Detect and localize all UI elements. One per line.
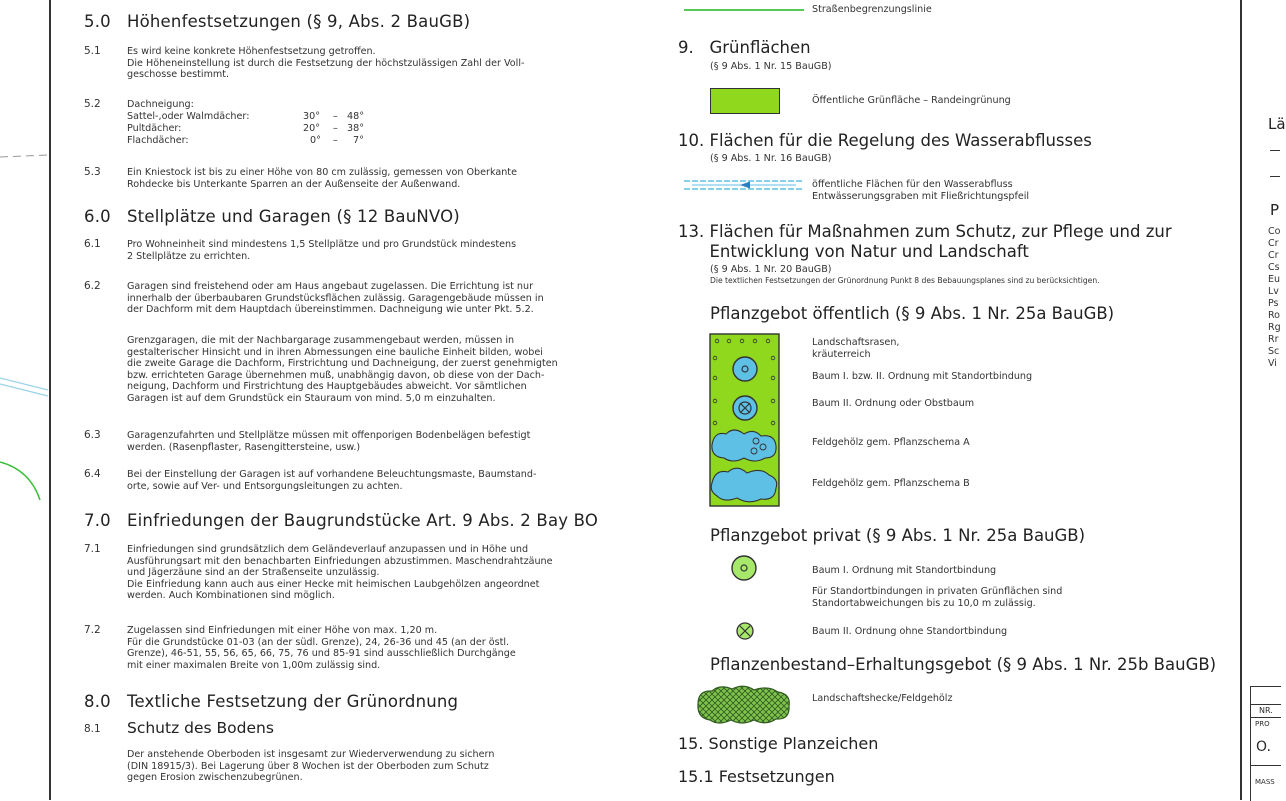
tree-order-1-icon: [733, 357, 757, 381]
roof-from: 0°: [310, 135, 321, 146]
section-9-sub: (§ 9 Abs. 1 Nr. 15 BauGB): [710, 61, 832, 72]
section-13-sub: (§ 9 Abs. 1 Nr. 20 BauGB): [710, 264, 832, 275]
title-block-pro: PRO: [1255, 720, 1270, 728]
species-abbrev: Lv: [1268, 286, 1279, 297]
section-7-0-number: 7.0: [84, 511, 111, 530]
species-abbrev: Rg: [1268, 322, 1281, 333]
section-7-1-number: 7.1: [84, 543, 101, 555]
roof-dash: –: [333, 111, 338, 122]
public-planting-item-tree-1: Baum I. bzw. II. Ordnung mit Standortbindung: [812, 371, 1033, 382]
species-abbrev: Eu: [1268, 274, 1281, 285]
roof-from: 30°: [303, 111, 321, 122]
section-5-1-text: Es wird keine konkrete Höhenfestsetzung getroffen. Die Höheneinstellung ist durch die Festsetzung der höchstzulässigen Zahl der Voll- geschosse bestimmt.: [127, 46, 525, 81]
left-frame-line: [49, 0, 51, 800]
shrub-group-b-icon: [711, 468, 777, 502]
section-6-2-text: Garagen sind freistehend oder am Haus angebaut zugelassen. Die Errichtung ist nur innerhalb der überbaubaren Grundstücksflächen zulässig. Garagengebäude müssen in der Dachform mit dem Hauptdach übereinstimmen. Dachneigung wie unter Pkt. 5.2.: [127, 281, 544, 316]
public-green-label: Öffentliche Grünfläche – Randeingrünung: [812, 95, 1011, 106]
section-6-2-number: 6.2: [84, 280, 101, 292]
roof-from: 20°: [303, 123, 321, 134]
species-abbrev: Rr: [1268, 334, 1279, 345]
section-5-3-text: Ein Kniestock ist bis zu einer Höhe von 80 cm zulässig, gemessen von Oberkante Rohdecke bis Unterkante Sparren an der Außenseite der Außenwand.: [127, 167, 517, 190]
water-ditch-label: öffentliche Flächen für den Wasserabfluss Entwässerungsgraben mit Fließrichtungspfeil: [812, 179, 1030, 202]
section-5-0-number: 5.0: [84, 12, 111, 31]
section-6-0-title: Stellplätze und Garagen (§ 12 BauNVO): [127, 207, 460, 226]
roof-type: Flachdächer:: [127, 135, 189, 146]
left-map-fragment: [0, 0, 60, 800]
section-6-1-number: 6.1: [84, 238, 101, 250]
roof-to: 48°: [347, 111, 365, 122]
private-tree-order-2-icon: [734, 620, 756, 642]
section-5-3-number: 5.3: [84, 166, 101, 178]
section-8-1-title: Schutz des Bodens: [127, 719, 274, 737]
street-line-label: Straßenbegrenzungslinie: [812, 4, 932, 15]
section-5-2-number: 5.2: [84, 98, 101, 110]
section-5-1-number: 5.1: [84, 45, 101, 57]
section-15-title: 15. Sonstige Planzeichen: [678, 734, 879, 753]
section-8-0-number: 8.0: [84, 692, 111, 711]
species-abbrev: Ps: [1268, 298, 1279, 309]
planting-existing-title: Pflanzenbestand–Erhaltungsgebot (§ 9 Abs. 1 Nr. 25b BauGB): [710, 655, 1217, 674]
roof-type: Pultdächer:: [127, 123, 182, 134]
roof-to: 38°: [347, 123, 365, 134]
public-planting-item-tree-2: Baum II. Ordnung oder Obstbaum: [812, 398, 975, 409]
cutoff-line-2: [1270, 176, 1280, 177]
section-8-1-number: 8.1: [84, 723, 101, 735]
section-6-4-text: Bei der Einstellung der Garagen ist auf vorhandene Beleuchtungsmaste, Baumstand- orte, sowie auf Ver- und Entsorgungsleitungen zu achten.: [127, 469, 537, 492]
public-planting-item-shrub-a: Feldgehölz gem. Pflanzschema A: [812, 437, 970, 448]
water-ditch-symbol: [684, 178, 806, 192]
species-abbrev: Cs: [1268, 262, 1280, 273]
tree-order-2-icon: [733, 396, 757, 420]
roof-type: Sattel-,oder Walmdächer:: [127, 111, 250, 122]
section-15-1-title: 15.1 Festsetzungen: [678, 767, 835, 786]
private-planting-item-1-note: Für Standortbindungen in privaten Grünflächen sind Standortabweichungen bis zu 10,0 m zulässig.: [812, 586, 1063, 609]
section-5-0-title: Höhenfestsetzungen (§ 9, Abs. 2 BauGB): [127, 12, 471, 31]
section-6-1-text: Pro Wohneinheit sind mindestens 1,5 Stellplätze und pro Grundstück mindestens 2 Stellplätze zu errichten.: [127, 239, 517, 262]
section-7-2-text: Zugelassen sind Einfriedungen mit einer Höhe von max. 1,20 m. Für die Grundstücke 01-03 (an der südl. Grenze), 24, 26-36 und 45 (an der östl. Grenze), 46-51, 55, 56, 65, 66, 75, 76 und 85-91 sind ausschließlich Durchgänge mit einer maximalen Breite von 1,00m zulässig sind.: [127, 625, 516, 671]
section-5-2-label: Dachneigung:: [127, 99, 194, 110]
section-10-sub: (§ 9 Abs. 1 Nr. 16 BauGB): [710, 153, 832, 164]
species-abbrev: Vi: [1268, 358, 1277, 369]
title-block-mass: MASS: [1255, 778, 1275, 786]
section-7-1-text: Einfriedungen sind grundsätzlich dem Geländeverlauf anzupassen und in Höhe und Ausführungsart mit den benachbarten Einfriedungen abzustimmen. Maschendrahtzäune und Jägerzäune sind an der Straßenseite unzulässig. Die Einfriedung kann auch aus einer Hecke mit heimischen Laubgehölzen angeordnet werden. Auch Kombinationen sind möglich.: [127, 544, 553, 602]
section-6-2-text-2: Grenzgaragen, die mit der Nachbargarage zusammengebaut werden, müssen in gestalterischer Hinsicht und in ihren Abmessungen eine bauliche Einheit bilden, wobei die zweite Garage die Dachform, Firstrichtung und Dachneigung, der zuerst genehmigten bzw. errichteten Garage übernehmen muß, unabhängig davon, ob diese von der Dach- neigung, Dachform und Firstrichtung des Hauptgebäudes abweicht. Vor sämtlichen Garagen ist auf dem Grundstück ein Stauraum von mind. 5,0 m einzuhalten.: [127, 335, 558, 404]
planting-private-title: Pflanzgebot privat (§ 9 Abs. 1 Nr. 25a BauGB): [710, 526, 1086, 545]
section-8-0-title: Textliche Festsetzung der Grünordnung: [127, 692, 459, 711]
roof-to: 7°: [353, 135, 364, 146]
street-line-symbol: [684, 4, 806, 16]
species-abbrev: Cr: [1268, 250, 1279, 261]
planting-public-title: Pflanzgebot öffentlich (§ 9 Abs. 1 Nr. 25a BauGB): [710, 304, 1115, 323]
section-7-0-title: Einfriedungen der Baugrundstücke Art. 9 Abs. 2 Bay BO: [127, 511, 599, 530]
roof-dash: –: [333, 135, 338, 146]
private-tree-order-1-icon: [729, 554, 759, 582]
private-planting-item-1: Baum I. Ordnung mit Standortbindung: [812, 565, 997, 576]
section-6-0-number: 6.0: [84, 207, 111, 226]
species-abbrev: Ro: [1268, 310, 1280, 321]
title-block: [1250, 686, 1281, 801]
title-block-nr: NR.: [1259, 706, 1273, 715]
hedge-label: Landschaftshecke/Feldgehölz: [812, 693, 953, 704]
section-7-2-number: 7.2: [84, 624, 101, 636]
cutoff-heading-1: Lä: [1268, 115, 1286, 133]
public-green-symbol: [710, 88, 780, 114]
section-8-1-text: Der anstehende Oberboden ist insgesamt zur Wiederverwendung zu sichern (DIN 18915/3). Bei Lagerung über 8 Wochen ist der Oberboden zum Schutz gegen Erosion zwischenzubegrünen.: [127, 749, 495, 784]
section-6-3-text: Garagenzufahrten und Stellplätze müssen mit offenporigen Bodenbelägen befestigt werden. (Rasenpflaster, Rasengittersteine, usw.): [127, 430, 531, 453]
section-13-title: 13. Flächen für Maßnahmen zum Schutz, zur Pflege und zur Entwicklung von Natur und Landschaft: [678, 222, 1172, 261]
section-10-title: 10. Flächen für die Regelung des Wasserabflusses: [678, 131, 1092, 150]
title-block-o: O.: [1256, 739, 1271, 755]
section-6-4-number: 6.4: [84, 468, 101, 480]
species-abbrev: Co: [1268, 226, 1281, 237]
roof-dash: –: [333, 123, 338, 134]
right-frame-line: [1240, 0, 1242, 800]
private-planting-item-2: Baum II. Ordnung ohne Standortbindung: [812, 626, 1008, 637]
section-9-title: 9. Grünflächen: [678, 38, 811, 57]
section-6-3-number: 6.3: [84, 429, 101, 441]
public-planting-item-shrub-b: Feldgehölz gem. Pflanzschema B: [812, 478, 970, 489]
public-planting-item-lawn: Landschaftsrasen, kräuterreich: [812, 337, 900, 360]
cutoff-heading-2: P: [1270, 201, 1280, 219]
hedge-symbol: [694, 682, 794, 728]
species-abbrev: Cr: [1268, 238, 1279, 249]
public-planting-legend-block: [709, 333, 781, 508]
species-abbrev: Sc: [1268, 346, 1280, 357]
section-13-note: Die textlichen Festsetzungen der Grünordnung Punkt 8 des Bebauungsplanes sind zu berücksichtigen.: [710, 276, 1100, 285]
cutoff-line-1: [1270, 150, 1280, 151]
